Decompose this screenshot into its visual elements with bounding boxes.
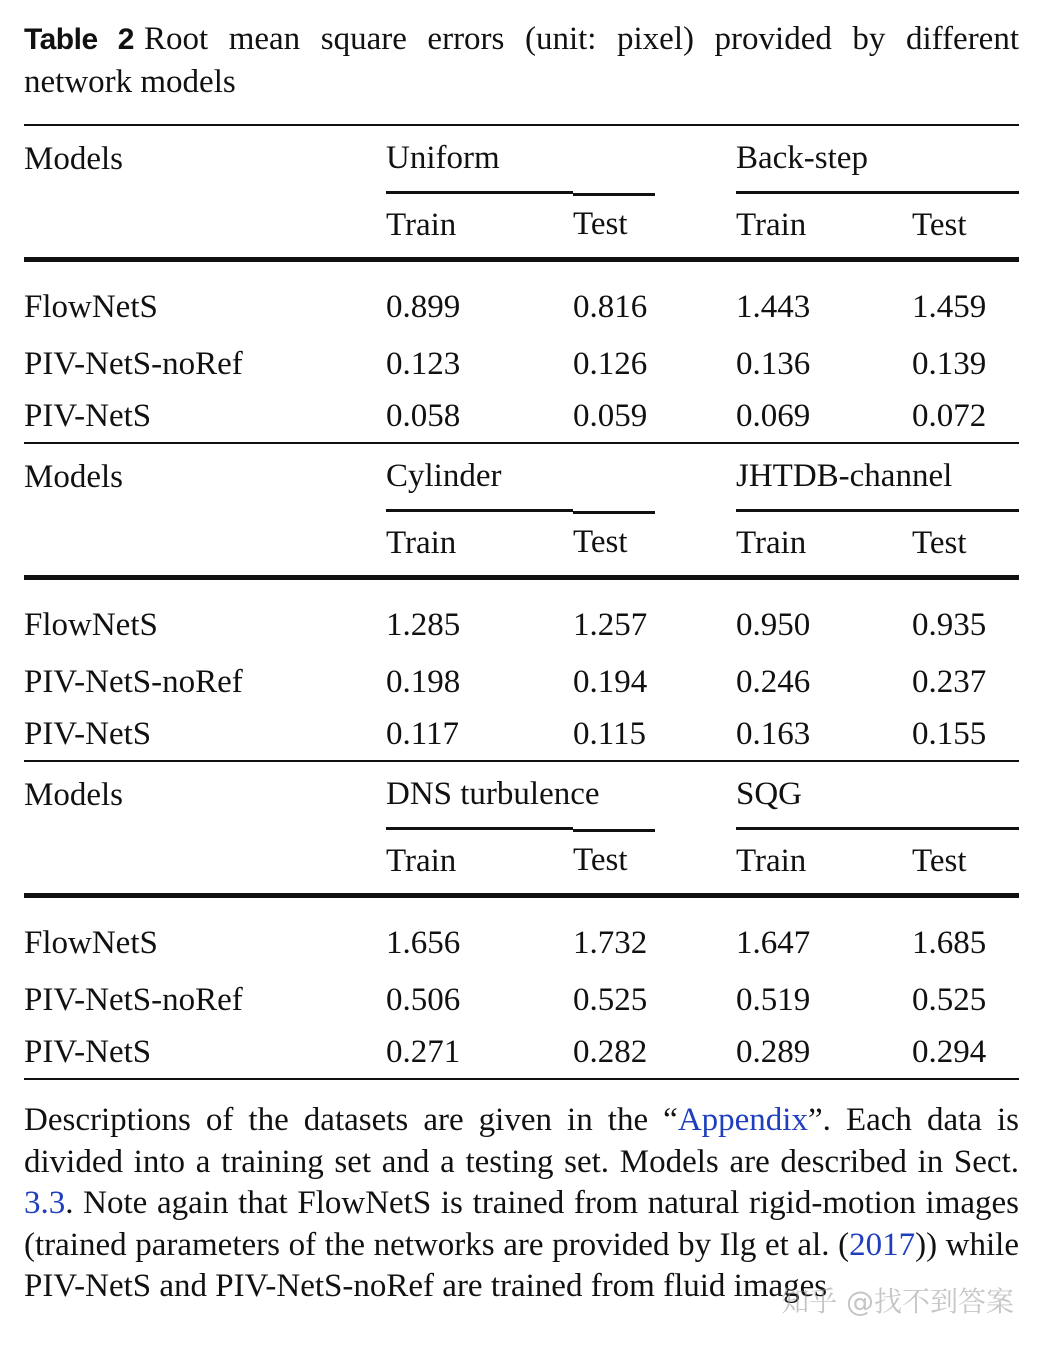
rmse-value: 1.732	[573, 924, 648, 961]
rmse-value: 0.163	[736, 715, 811, 752]
rmse-value: 0.289	[736, 1033, 811, 1070]
footnote-text-3: . Note again that FlowNetS is trained from natural rigid-motion images (trained parameters of the networks are provided by Ilg et al. (	[24, 1185, 1019, 1263]
bottom-rule	[24, 1079, 1019, 1080]
test-header: Test	[912, 829, 1019, 896]
group-label: SQG	[736, 776, 803, 812]
group-label: Cylinder	[386, 458, 502, 494]
table-row	[24, 580, 1019, 656]
test-header: Test	[573, 193, 736, 260]
appendix-link[interactable]: Appendix	[677, 1102, 808, 1138]
subheader-row	[24, 193, 1019, 260]
test-header: Test	[573, 511, 736, 578]
group-header-row	[24, 444, 1019, 511]
rmse-table	[24, 124, 1019, 1080]
empty-cell	[24, 193, 386, 260]
test-header: Test	[912, 511, 1019, 578]
group-label: DNS turbulence	[386, 776, 600, 812]
footnote-text-1: Descriptions of the datasets are given in the “	[24, 1102, 678, 1138]
group-label: Back-step	[736, 140, 868, 176]
rmse-value: 0.198	[386, 663, 461, 700]
train-header: Train	[386, 511, 573, 578]
rmse-value: 0.246	[736, 663, 811, 700]
rmse-value: 1.647	[736, 924, 811, 961]
rmse-value: 1.685	[912, 924, 987, 961]
rmse-value: 0.123	[386, 345, 461, 382]
section-link[interactable]: 3.3	[24, 1185, 66, 1221]
models-header: Models	[24, 776, 123, 813]
rmse-value: 0.935	[912, 606, 987, 643]
rmse-value: 0.058	[386, 397, 461, 434]
subheader-row	[24, 511, 1019, 578]
group-header-row	[24, 762, 1019, 829]
empty-cell	[24, 511, 386, 578]
table-row	[24, 974, 1019, 1026]
rmse-value: 0.271	[386, 1033, 461, 1070]
rmse-value: 0.072	[912, 397, 987, 434]
rmse-value: 0.506	[386, 981, 461, 1018]
model-name: FlowNetS	[24, 288, 158, 325]
rmse-value: 0.899	[386, 288, 461, 325]
rmse-value: 0.069	[736, 397, 811, 434]
test-header: Test	[912, 193, 1019, 260]
rmse-value: 1.459	[912, 288, 987, 325]
rmse-value: 0.115	[573, 715, 647, 752]
rmse-value: 0.294	[912, 1033, 987, 1070]
rmse-value: 0.155	[912, 715, 987, 752]
caption-label: Table 2	[24, 23, 134, 56]
rmse-value: 0.139	[912, 345, 987, 382]
table-caption	[24, 18, 1019, 103]
model-name: PIV-NetS	[24, 397, 152, 434]
table-row	[24, 898, 1019, 974]
rmse-value: 0.126	[573, 345, 648, 382]
rmse-value: 0.059	[573, 397, 648, 434]
train-header: Train	[736, 193, 912, 260]
train-header: Train	[386, 193, 573, 260]
table-row	[24, 708, 1019, 761]
group-header-row	[24, 126, 1019, 193]
model-name: PIV-NetS	[24, 1033, 152, 1070]
rmse-value: 1.285	[386, 606, 461, 643]
group-label: JHTDB-channel	[736, 458, 953, 494]
caption-text: Root mean square errors (unit: pixel) provided by different network models	[24, 21, 1019, 100]
empty-cell	[24, 829, 386, 896]
rmse-value: 0.525	[912, 981, 987, 1018]
table-row	[24, 656, 1019, 708]
rmse-value: 1.656	[386, 924, 461, 961]
rmse-value: 0.519	[736, 981, 811, 1018]
model-name: PIV-NetS	[24, 715, 152, 752]
test-header: Test	[573, 829, 736, 896]
group-label: Uniform	[386, 140, 500, 176]
train-header: Train	[736, 829, 912, 896]
rmse-value: 0.816	[573, 288, 648, 325]
subheader-row	[24, 829, 1019, 896]
watermark: 知乎 @找不到答案	[781, 1285, 1014, 1318]
table-figure	[24, 18, 1019, 1308]
table-footnote	[24, 1100, 1019, 1308]
model-name: PIV-NetS-noRef	[24, 981, 243, 1018]
model-name: PIV-NetS-noRef	[24, 663, 243, 700]
rmse-value: 0.194	[573, 663, 648, 700]
model-name: PIV-NetS-noRef	[24, 345, 243, 382]
rmse-value: 0.117	[386, 715, 460, 752]
rmse-value: 0.525	[573, 981, 648, 1018]
rmse-value: 0.136	[736, 345, 811, 382]
rmse-value: 1.443	[736, 288, 811, 325]
table-row	[24, 338, 1019, 390]
model-name: FlowNetS	[24, 606, 158, 643]
rmse-value: 0.282	[573, 1033, 648, 1070]
footnote-text-2: ”. Each data is divided into a training set and a testing set. Models are described in Sect.	[24, 1102, 1019, 1180]
table-row	[24, 390, 1019, 443]
models-header: Models	[24, 458, 123, 495]
model-name: FlowNetS	[24, 924, 158, 961]
footnote-text-4: )) while PIV-NetS and PIV-NetS-noRef are trained from fluid images	[24, 1226, 1019, 1304]
train-header: Train	[386, 829, 573, 896]
train-header: Train	[736, 511, 912, 578]
citation-link[interactable]: 2017	[849, 1226, 916, 1263]
rmse-value: 0.237	[912, 663, 987, 700]
models-header: Models	[24, 140, 123, 177]
rmse-value: 1.257	[573, 606, 648, 643]
rmse-value: 0.950	[736, 606, 811, 643]
table-row	[24, 1026, 1019, 1079]
table-row	[24, 262, 1019, 338]
